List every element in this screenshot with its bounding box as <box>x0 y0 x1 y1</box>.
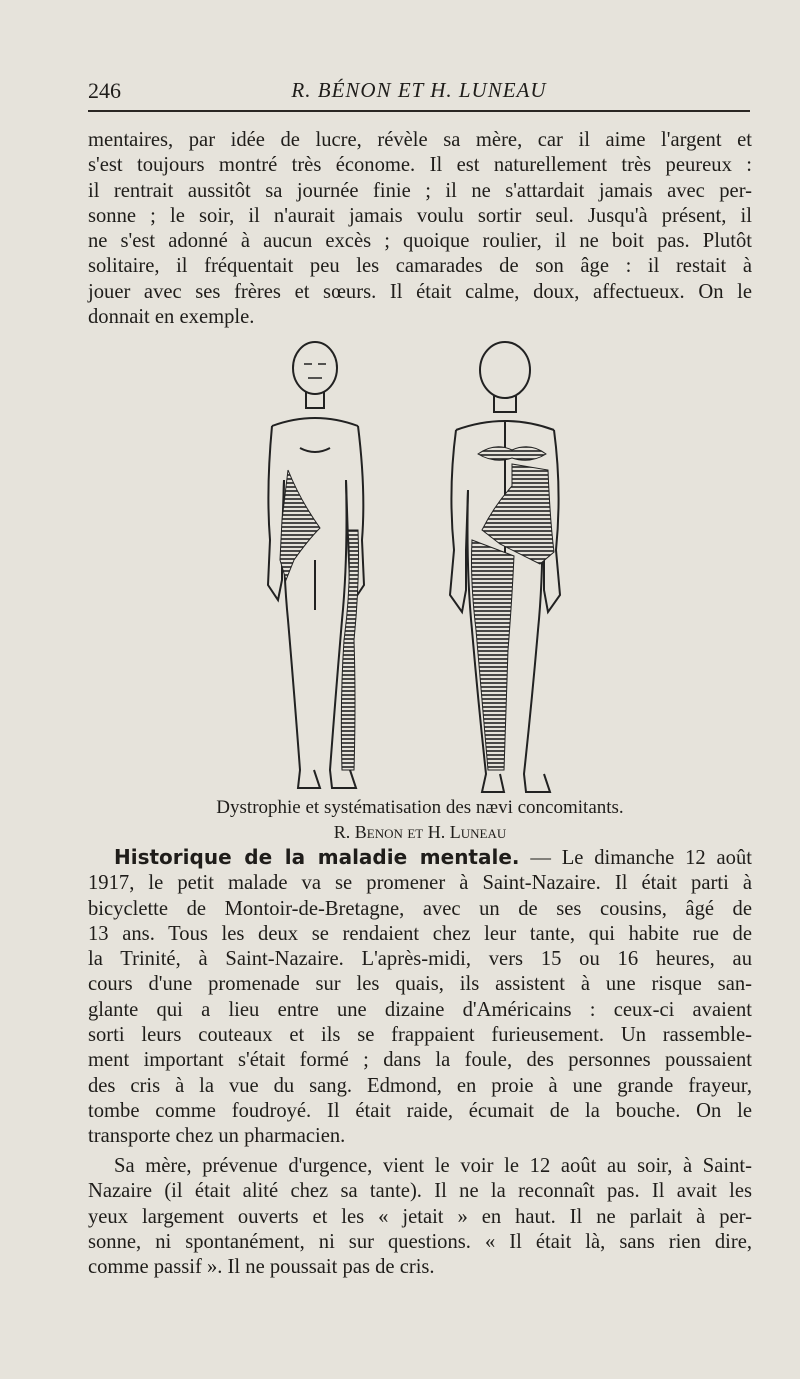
front-leg-naevus-strip <box>341 530 358 770</box>
text-line: jouer avec ses frères et sœurs. Il était calme, doux, affectueux. On le <box>88 280 752 303</box>
text-line: sonne ; le soir, il n'aurait jamais voulu sortir seul. Jusqu'à présent, il <box>88 204 752 227</box>
paragraph-mother-visit <box>88 1154 752 1280</box>
front-face-details <box>304 364 326 378</box>
text-line: glante qui a lieu entre une dizaine d'Américains : ceux-ci avaient <box>88 998 752 1021</box>
text-line: s'est toujours montré très économe. Il est naturellement très peureux : <box>88 154 752 177</box>
text-line: 13 ans. Tous les deux se rendaient chez leur tante, qui habite rue de <box>88 922 752 945</box>
text-line: cours d'une promenade sur les quais, ils assistent à une risque san- <box>88 973 752 996</box>
back-naevus-leg <box>472 540 515 770</box>
figure-credit: R. Benon et H. Luneau <box>333 822 507 842</box>
text-line: la Trinité, à Saint-Nazaire. L'après-midi, vers 15 ou 16 heures, au <box>88 948 752 971</box>
paragraph-behavior <box>88 128 752 330</box>
figure-caption: Dystrophie et systématisation des nævi concomitants. <box>216 797 624 818</box>
section-heading: Historique de la maladie mentale. <box>114 845 520 869</box>
anatomical-figure <box>250 330 600 800</box>
page-header <box>88 78 750 112</box>
text-line: donnait en exemple. <box>88 306 255 329</box>
text-line: transporte chez un pharmacien. <box>88 1125 346 1148</box>
text-line: ne s'est adonné à aucun excès ; quoique roulier, il ne boit pas. Plutôt <box>88 230 752 253</box>
text-line <box>88 845 752 871</box>
text-line: mentaires, par idée de lucre, révèle sa mère, car il aime l'argent et <box>88 129 752 151</box>
text-line: comme passif ». Il ne poussait pas de cris. <box>88 1256 435 1279</box>
text-line: ment important s'était formé ; dans la foule, des personnes poussaient <box>88 1049 752 1072</box>
text-line: tombe comme foudroyé. Il était raide, écumait de la bouche. On le <box>88 1099 752 1122</box>
text-line: Sa mère, prévenue d'urgence, vient le voir le 12 août au soir, à Saint- <box>114 1155 752 1177</box>
text-line: bicyclette de Montoir-de-Bretagne, avec un de ses cousins, âgé de <box>88 897 752 920</box>
text-line: Nazaire (il était alité chez sa tante). Il ne la reconnaît pas. Il avait les <box>88 1180 752 1203</box>
text-run: — Le dimanche 12 août <box>519 847 752 869</box>
text-line: 1917, le petit malade va se promener à Saint-Nazaire. Il était parti à <box>88 872 752 895</box>
text-line: sonne, ni spontanément, ni sur questions. « Il était là, sans rien dire, <box>88 1230 752 1253</box>
text-line: des cris à la vue du sang. Edmond, en proie à une grande frayeur, <box>88 1074 752 1097</box>
text-line: sorti leurs couteaux et ils se frappaient furieusement. Un rassemble- <box>88 1024 752 1047</box>
text-line: solitaire, il fréquentait peu les camarades de son âge : il restait à <box>88 255 752 278</box>
paragraph-history <box>88 845 752 1150</box>
text-line: il rentrait aussitôt sa journée finie ; il ne s'attardait jamais avec per- <box>88 179 752 202</box>
running-title: R. BÉNON ET H. LUNEAU <box>291 78 547 102</box>
text-line: yeux largement ouverts et les « jetait » en haut. Il ne parlait à per- <box>88 1205 752 1228</box>
page-number: 246 <box>88 78 121 103</box>
back-naevus-shoulder <box>478 447 546 460</box>
